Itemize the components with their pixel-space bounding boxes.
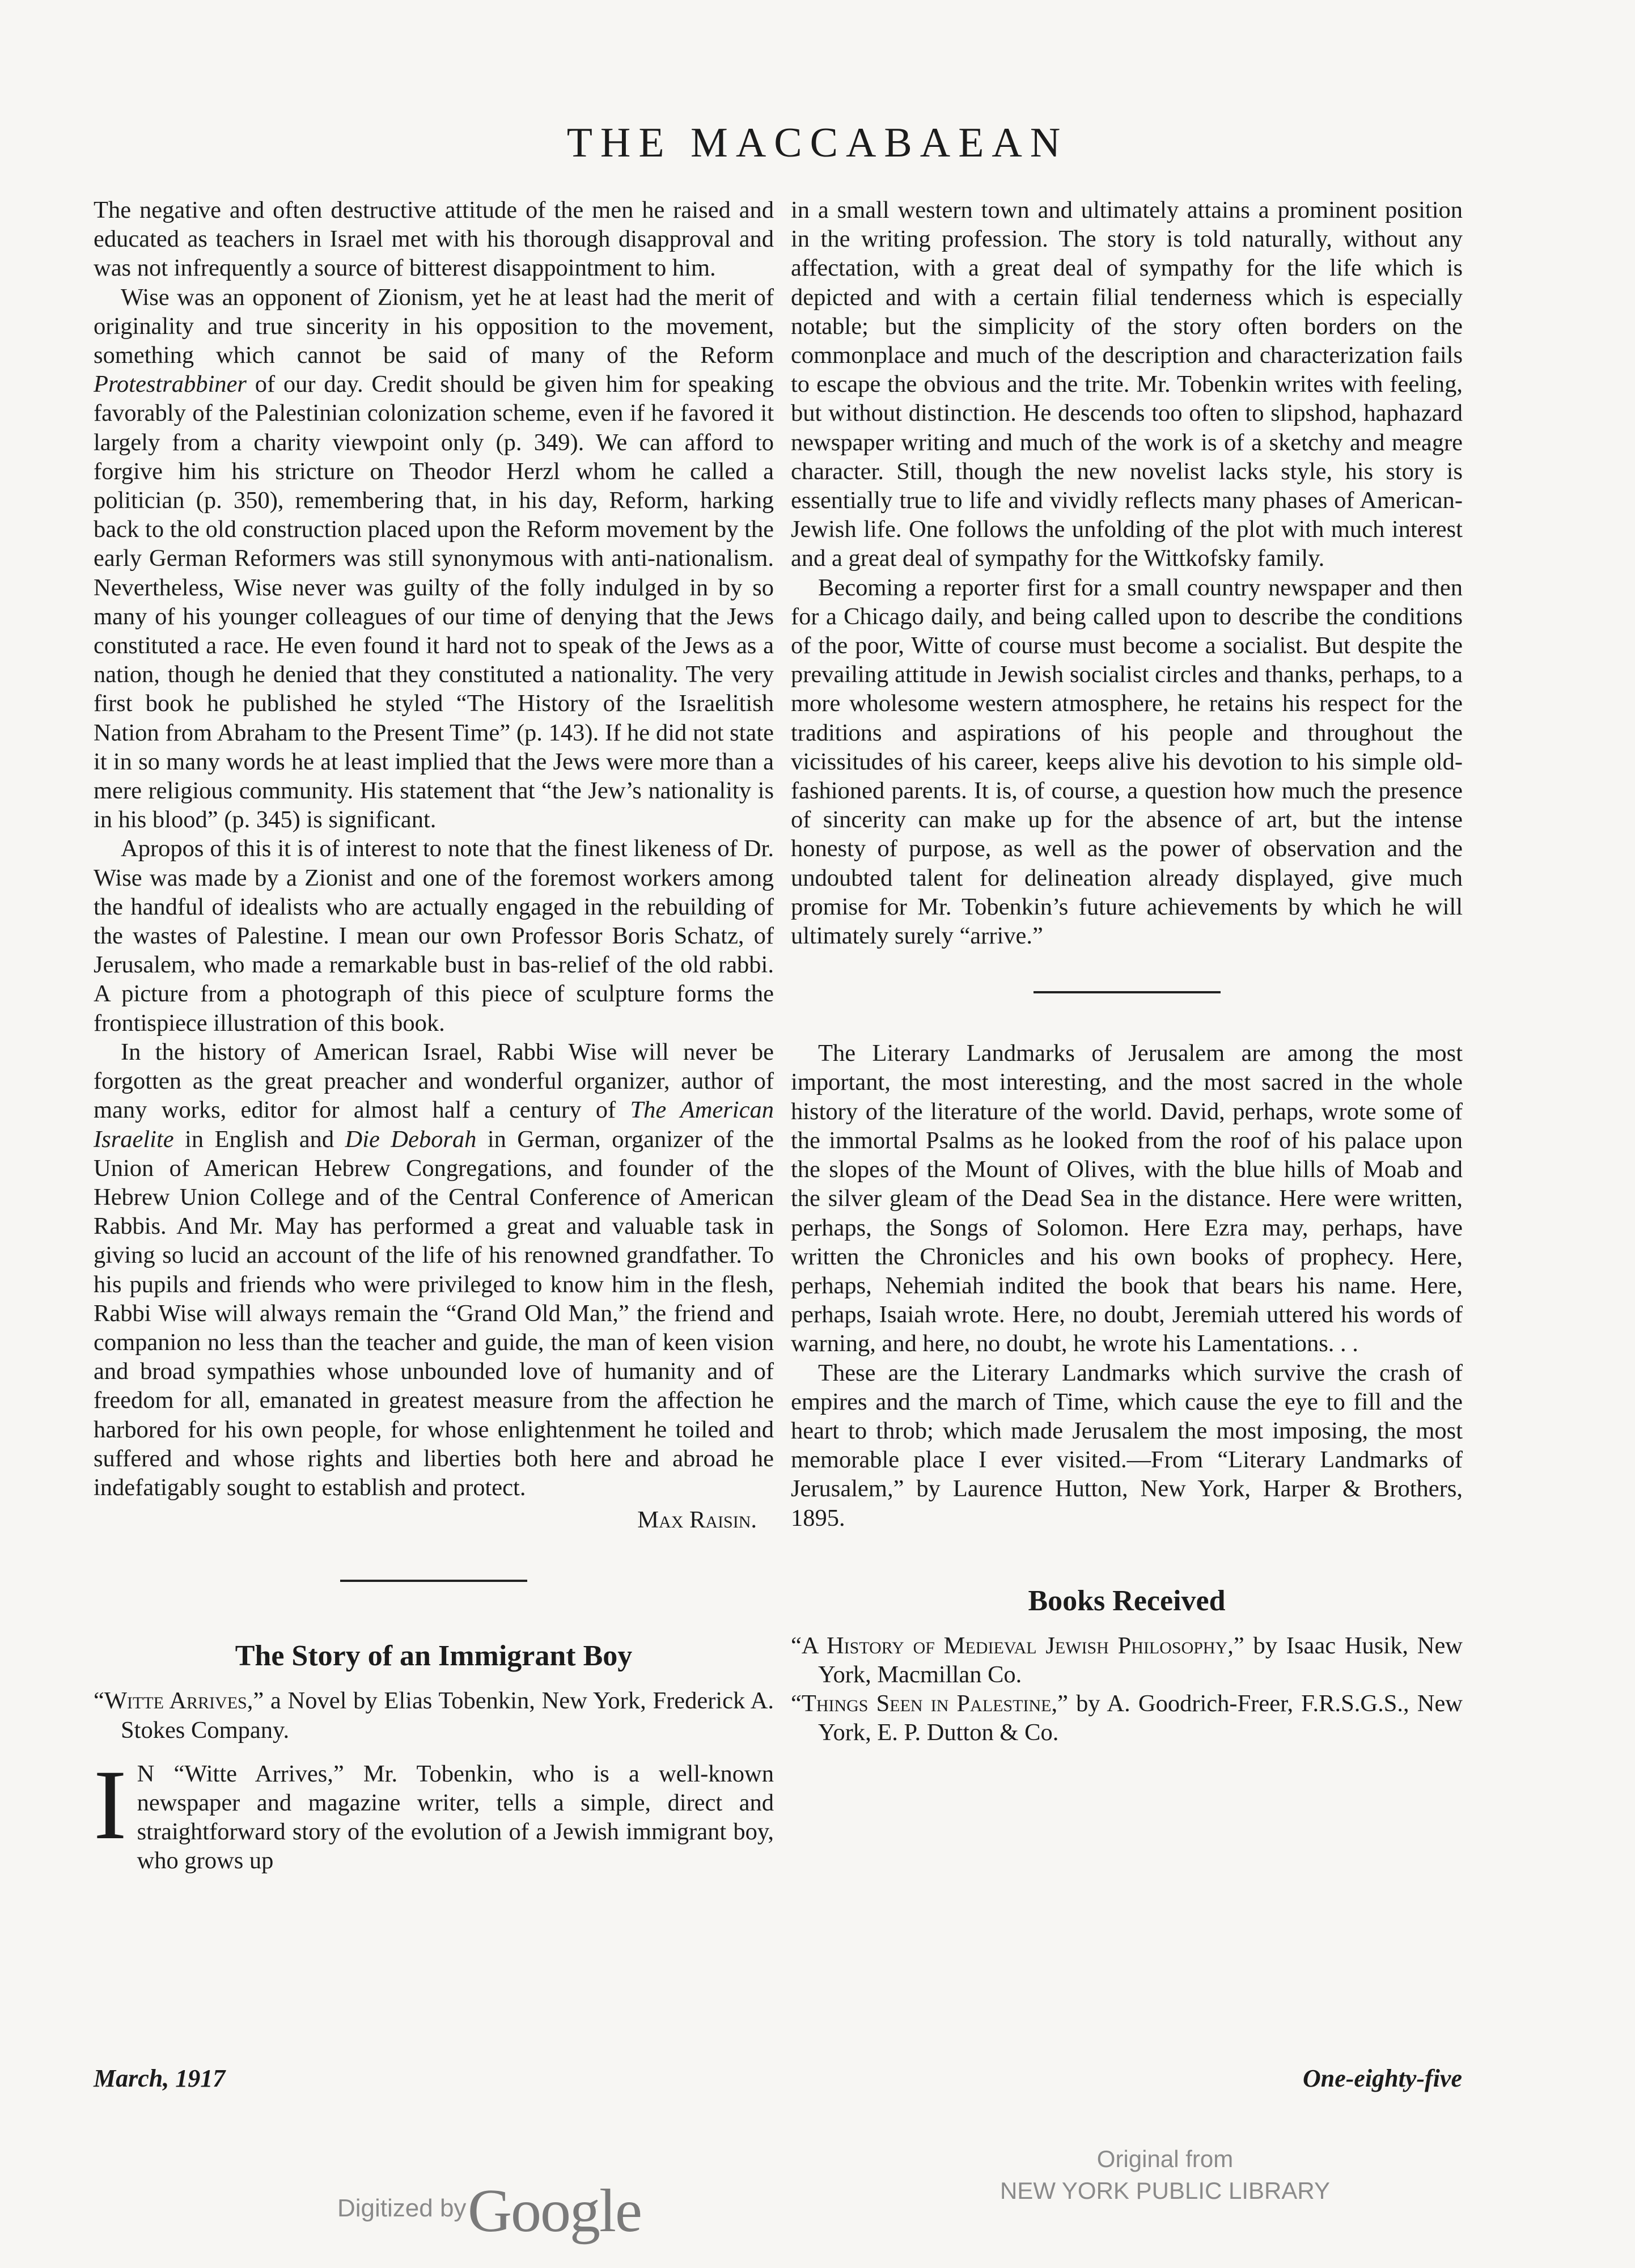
text-run: N “Witte Arrives,” Mr. Tobenkin, who is a well-known newspaper and magazine writer, tells a simple, direct and straightforward story of the evolution of a Jewish immigrant boy, who grows up xyxy=(137,1760,774,1875)
emphasis: Protestrabbiner xyxy=(94,371,247,398)
paragraph: These are the Literary Landmarks which survive the crash of empires and the march of Time, which cause the eye to fill and the heart to throb; which made Jerusalem the most imposing, the most memorable place I ever visited.—From “Literary Landmarks of Jerusalem,” by Laurence Hutton, New York, Harper & Brothers, 1895. xyxy=(791,1359,1463,1531)
digitized-by-label: Digitized by xyxy=(337,2194,467,2222)
book-details: by A. Goodrich-Freer, F.R.S.G.S., New York, E. P. Dutton & Co. xyxy=(818,1690,1463,1746)
original-source xyxy=(984,2143,1346,2207)
section-divider xyxy=(340,1580,527,1582)
drop-cap: I xyxy=(94,1749,127,1860)
emphasis: Die Deborah xyxy=(345,1125,477,1153)
books-received-title: Books Received xyxy=(1028,1584,1226,1617)
original-from-label: Original from xyxy=(1096,2146,1234,2172)
left-column xyxy=(94,196,774,1876)
right-column xyxy=(791,196,1463,1747)
footer-date: March, 1917 xyxy=(94,2064,226,2092)
text-run: of our day. Credit should be given him for speaking favorably of the Palestinian colonization scheme, even if he favored it largely from a charity viewpoint only (p. 349). We can afford to forgive him his stricture on Theodor Herzl whom he called a politician (p. 350), remembering that, in his day, Reform, harking back to the old construction placed upon the Reform movement by the early German Reformers was still synonymous with anti-nationalism. Nevertheless, Wise never was guilty of the folly indulged in by so many of his younger colleagues of our time of denying that the Jews constituted a race. He even found it hard not to speak of the Jews as a nation, though he denied that they constituted a nationality. The very first book he published he styled “The History of the Israelitish Nation from Abraham to the Present Time” (p. 143). If he did not state it in so many words he at least implied that the Jews were more than a mere religious community. His statement that “the Jew’s nationality is in his blood” (p. 345) is significant. xyxy=(94,371,774,833)
paragraph: Becoming a reporter first for a small country newspaper and then for a Chicago daily, and being called upon to describe the conditions of the poor, Witte of course must become a socialist. But despite the prevailing attitude in Jewish socialist circles and thanks, perhaps, to a more wholesome western atmosphere, he retains his respect for the traditions and aspirations of his people and throughout the vicissitudes of his career, keeps alive his devotion to his simple old-fashioned parents. It is, of course, a question how much the presence of sincerity can make up for the absence of art, but the intense honesty of purpose, as well as the power of observation and the undoubted talent for delineation already displayed, give much promise for Mr. Tobenkin’s future achievements by which he will ultimately surely “arrive.” xyxy=(791,574,1463,950)
paragraph: The negative and often destructive attitude of the men he raised and educated as teachers in Israel met with his thorough disapproval and was not infrequently a source of bitterest disappointment to him. xyxy=(94,197,774,282)
book-title: “A History of Medieval Jewish Philosophy,” xyxy=(791,1632,1244,1659)
book-details: by Isaac Husik, New York, Macmillan Co. xyxy=(818,1632,1463,1688)
paragraph: Apropos of this it is of interest to note that the finest likeness of Dr. Wise was made by a Zionist and one of the foremost workers among the handful of idealists who are actually engaged in the rebuilding of the wastes of Palestine. I mean our own Professor Boris Schatz, of Jerusalem, who made a remarkable bust in bas-relief of the old rabbi. A picture from a photograph of this piece of sculpture forms the frontispiece illustration of this book. xyxy=(94,835,774,1036)
book-entry xyxy=(791,1631,1463,1689)
footer-page-number: One-eighty-five xyxy=(1303,2064,1462,2092)
paragraph xyxy=(94,283,774,835)
masthead: THE MACCABAEAN xyxy=(566,120,1069,166)
paragraph xyxy=(94,1038,774,1502)
book-title: “Witte Arrives,” xyxy=(94,1687,264,1715)
review-book-info xyxy=(94,1686,774,1744)
digitization-watermark xyxy=(0,2183,1635,2268)
book-entry xyxy=(791,1689,1463,1747)
text-run: in German, organizer of the Union of American Hebrew Congregations, and founder of the Hebrew Union College and of the Central Conference of American Rabbis. And Mr. May has performed a great and valuable task in giving so lucid an account of the life of his renowned grandfather. To his pupils and friends who were privileged to know him in the flesh, Rabbi Wise will always remain the “Grand Old Man,” the friend and companion no less than the teacher and guide, the man of keen vision and broad sympathies whose unbounded love of humanity and of freedom for all, emanated in greatest measure from the affection he harbored for his own people, for whose enlightenment he toiled and suffered and whose rights and liberties both here and abroad he indefatigably sought to establish and protect. xyxy=(94,1125,774,1501)
library-name: NEW YORK PUBLIC LIBRARY xyxy=(1000,2177,1330,2204)
section-divider xyxy=(1033,991,1221,993)
text-run: In the history of American Israel, Rabbi Wise will never be forgotten as the great preacher and wonderful organizer, author of many works, editor for almost half a century of xyxy=(94,1038,774,1124)
book-details: a Novel by Elias Tobenkin, New York, Frederick A. Stokes Company. xyxy=(121,1687,774,1744)
paragraph: The Literary Landmarks of Jerusalem are among the most important, the most interesting, and the most sacred in the whole history of the literature of the world. David, perhaps, wrote some of the immortal Psalms as he looked from the roof of his palace upon the slopes of the Mount of Olives, with the blue hills of Moab and the silver gleam of the Dead Sea in the distance. Here were written, perhaps, the Songs of Solomon. Here Ezra may, perhaps, have written the Chronicles and his own books of prophecy. Here, perhaps, Nehemiah indited the book that bears his name. Here, perhaps, Isaiah wrote. Here, no doubt, Jeremiah uttered his words of warning, and here, no doubt, he wrote his Lamentations. . . xyxy=(791,1040,1463,1357)
emphasis: The American Israelite xyxy=(94,1097,774,1153)
text-run: in English and xyxy=(173,1125,345,1153)
review-title: The Story of an Immigrant Boy xyxy=(235,1640,633,1673)
book-title: “Things Seen in Palestine,” xyxy=(791,1690,1068,1717)
review-paragraph xyxy=(94,1749,774,1876)
google-logo: Google xyxy=(468,2177,641,2245)
author-signature: Max Raisin. xyxy=(637,1507,757,1534)
text-run: Wise was an opponent of Zionism, yet he at least had the merit of originality and true sincerity in his opposition to the movement, something which cannot be said of many of the Reform xyxy=(94,284,774,369)
paragraph: in a small western town and ultimately attains a prominent position in the writing profession. The story is told naturally, without any affectation, with a great deal of sympathy for the life which is depicted and with a certain filial tenderness which is especially notable; but the simplicity of the story often borders on the commonplace and much of the description and characterization fails to escape the obvious and the trite. Mr. Tobenkin writes with feeling, but without distinction. He descends too often to slipshod, haphazard newspaper writing and much of the work is of a sketchy and meagre character. Still, though the new novelist lacks style, his story is essentially true to life and vividly reflects many phases of American-Jewish life. One follows the unfolding of the plot with much interest and a great deal of sympathy for the Wittkofsky family. xyxy=(791,197,1463,572)
